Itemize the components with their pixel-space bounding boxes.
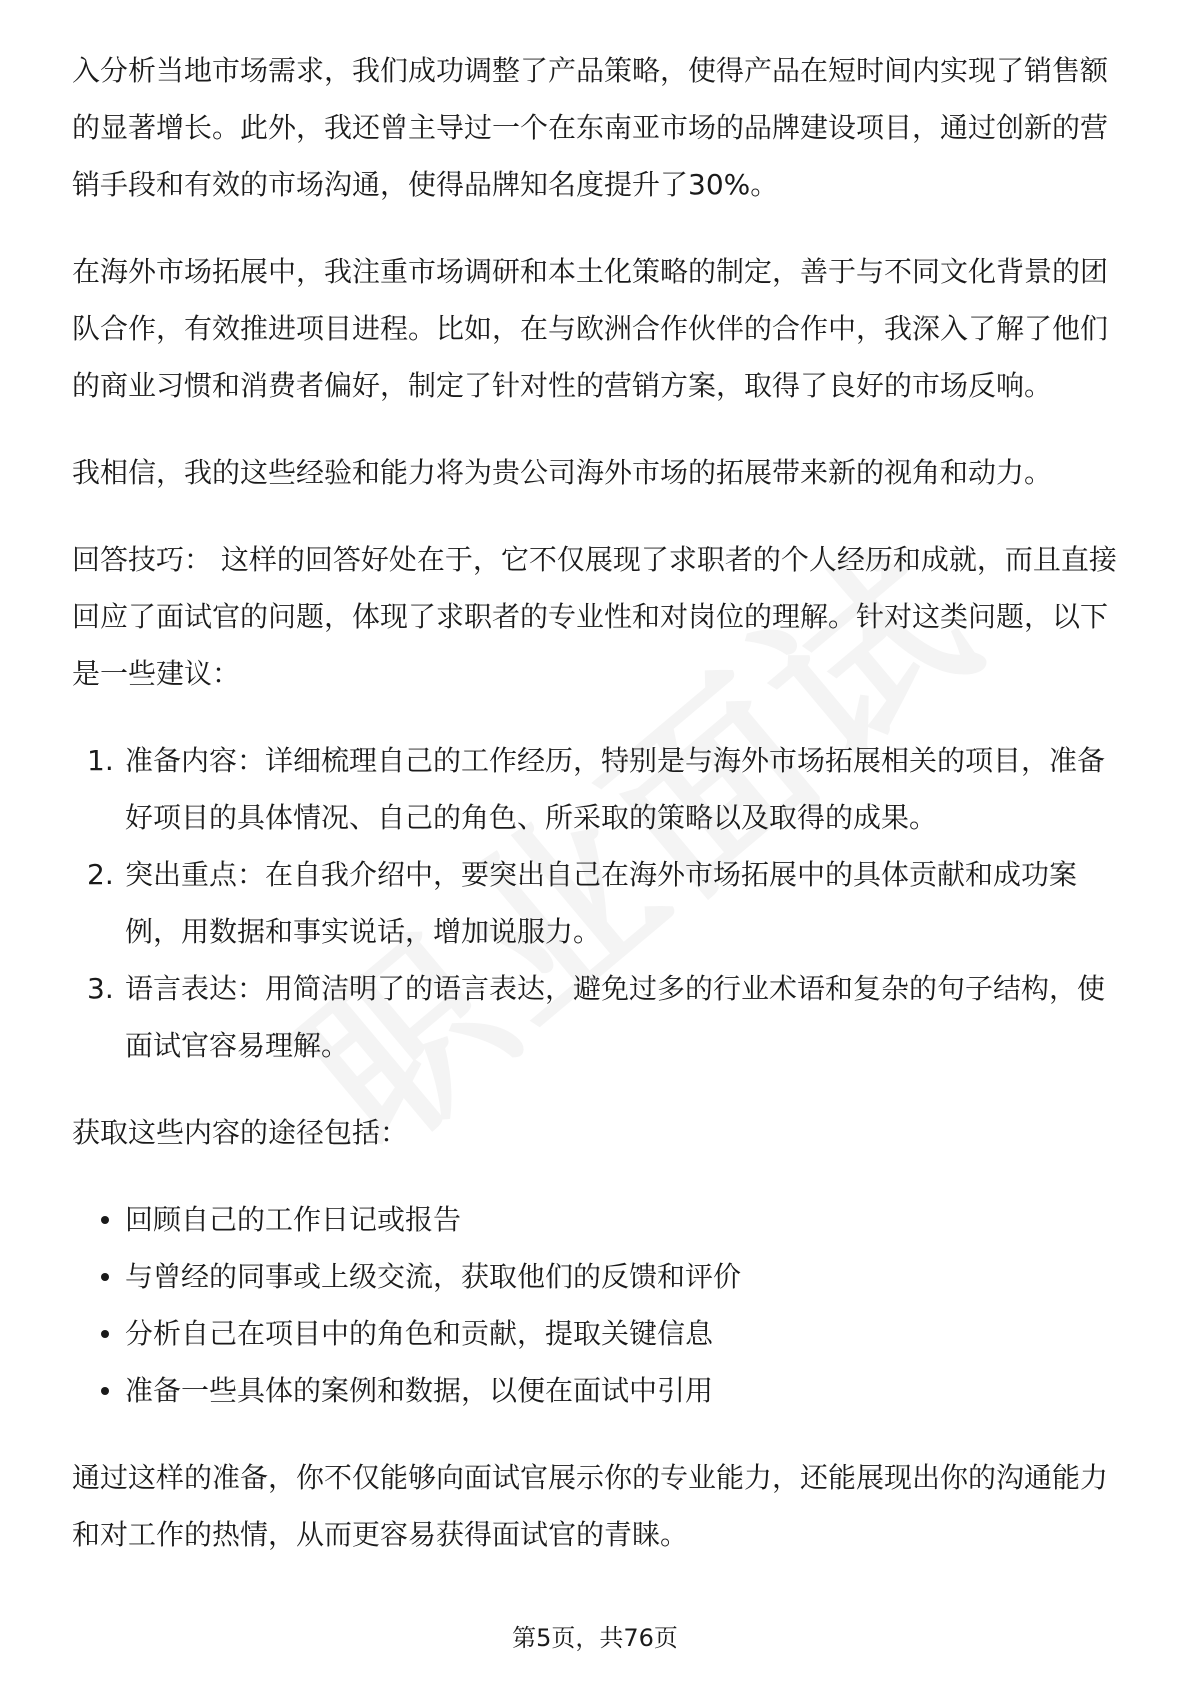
document-body bbox=[72, 42, 1122, 1563]
list-item bbox=[72, 960, 1122, 1074]
paragraph-conclusion: 我相信，我的这些经验和能力将为贵公司海外市场的拓展带来新的视角和动力。 bbox=[72, 456, 1053, 489]
spacer bbox=[72, 1074, 1122, 1104]
bullet-icon bbox=[101, 1216, 109, 1224]
list-number: 1. bbox=[87, 744, 114, 777]
paragraph-closing: 通过这样的准备，你不仅能够向面试官展示你的专业能力，还能展现出你的沟通能力和对工作的热情，从而更容易获得面试官的青睐。 bbox=[72, 1461, 1109, 1551]
list-number: 2. bbox=[87, 858, 114, 891]
paragraph-answer-tips: 回答技巧： 这样的回答好处在于，它不仅展现了求职者的个人经历和成就，而且直接回应了面试官的问题，体现了求职者的专业性和对岗位的理解。针对这类问题，以下是一些建议： bbox=[72, 543, 1117, 690]
tips-list bbox=[72, 732, 1122, 1074]
bullet-icon bbox=[101, 1330, 109, 1338]
bullet-icon bbox=[101, 1387, 109, 1395]
list-item bbox=[72, 1362, 1122, 1419]
list-item-text: 语言表达：用简洁明了的语言表达，避免过多的行业术语和复杂的句子结构，使面试官容易理解。 bbox=[125, 972, 1106, 1062]
bullet-icon bbox=[101, 1273, 109, 1281]
paragraph-sources-intro: 获取这些内容的途径包括： bbox=[72, 1116, 409, 1149]
paragraph-overseas-expansion: 在海外市场拓展中，我注重市场调研和本土化策略的制定，善于与不同文化背景的团队合作，有效推进项目进程。比如，在与欧洲合作伙伴的合作中，我深入了解了他们的商业习惯和消费者偏好，制定了针对性的营销方案，取得了良好的市场反响。 bbox=[72, 255, 1109, 402]
list-item-text: 回顾自己的工作日记或报告 bbox=[125, 1203, 462, 1236]
list-item-text: 准备内容：详细梳理自己的工作经历，特别是与海外市场拓展相关的项目，准备好项目的具体情况、自己的角色、所采取的策略以及取得的成果。 bbox=[125, 744, 1106, 834]
spacer bbox=[72, 501, 1122, 531]
paragraph-experience: 入分析当地市场需求，我们成功调整了产品策略，使得产品在短时间内实现了销售额的显著增长。此外，我还曾主导过一个在东南亚市场的品牌建设项目，通过创新的营销手段和有效的市场沟通，使得品牌知名度提升了30%。 bbox=[72, 54, 1109, 201]
list-item bbox=[72, 732, 1122, 846]
list-item bbox=[72, 1191, 1122, 1248]
list-item-text: 突出重点：在自我介绍中，要突出自己在海外市场拓展中的具体贡献和成功案例，用数据和事实说话，增加说服力。 bbox=[125, 858, 1078, 948]
spacer bbox=[72, 414, 1122, 444]
page-number: 第5页，共76页 bbox=[512, 1624, 678, 1652]
list-number: 3. bbox=[87, 972, 114, 1005]
spacer bbox=[72, 1419, 1122, 1449]
spacer bbox=[72, 1161, 1122, 1191]
list-item bbox=[72, 1305, 1122, 1362]
list-item-text: 准备一些具体的案例和数据，以便在面试中引用 bbox=[125, 1374, 714, 1407]
list-item bbox=[72, 846, 1122, 960]
list-item bbox=[72, 1248, 1122, 1305]
spacer bbox=[72, 702, 1122, 732]
sources-list bbox=[72, 1191, 1122, 1419]
list-item-text: 与曾经的同事或上级交流，获取他们的反馈和评价 bbox=[125, 1260, 742, 1293]
spacer bbox=[72, 213, 1122, 243]
list-item-text: 分析自己在项目中的角色和贡献，提取关键信息 bbox=[125, 1317, 714, 1350]
